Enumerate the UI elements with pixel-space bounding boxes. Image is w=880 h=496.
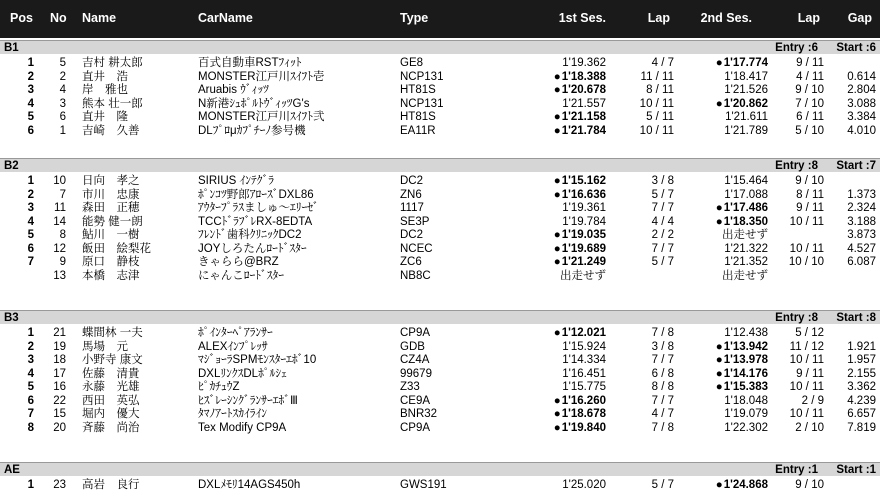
- cell-type: ZN6: [400, 188, 422, 201]
- cell-2nd-session: 1'21.322: [724, 242, 768, 255]
- cell-lap-2: 2 / 10: [795, 421, 824, 434]
- cell-lap-1: 8 / 11: [646, 84, 674, 96]
- cell-no: 7: [59, 188, 66, 201]
- cell-name: 森田 正穂: [82, 202, 140, 214]
- cell-type: CZ4A: [400, 354, 430, 366]
- cell-pos: 6: [27, 394, 34, 407]
- cell-no: 18: [53, 354, 66, 366]
- cell-lap-1: 2 / 2: [651, 229, 674, 241]
- class-entry-count: Entry :1: [775, 464, 818, 476]
- class-entry-count: Entry :6: [775, 42, 818, 54]
- cell-lap-2: 10 / 11: [789, 408, 824, 420]
- cell-2nd-session: 1'15.464: [724, 175, 768, 187]
- cell-1st-session: ● 1'19.689: [520, 242, 606, 256]
- class-start-count: Start :8: [836, 312, 876, 324]
- cell-pos: 4: [27, 215, 34, 228]
- cell-name: 直井 浩: [82, 70, 128, 83]
- cell-name: 蝶間林 一夫: [82, 327, 143, 339]
- cell-1st-session: 出走せず: [560, 269, 606, 282]
- cell-type: ZC6: [400, 256, 422, 268]
- cell-type: GDB: [400, 340, 425, 353]
- cell-no: 5: [59, 57, 66, 69]
- cell-lap-1: 10 / 11: [639, 124, 674, 137]
- cell-lap-1: 4 / 4: [651, 215, 674, 228]
- cell-lap-1: 7 / 7: [651, 202, 674, 214]
- cell-no: 20: [53, 421, 66, 434]
- cell-name: 馬場 元: [82, 340, 128, 353]
- cell-type: DC2: [400, 229, 424, 241]
- table-row: [0, 407, 880, 421]
- cell-gap: 2.155: [847, 367, 876, 380]
- cell-pos: 5: [27, 381, 34, 393]
- cell-pos: 1: [27, 57, 34, 69]
- cell-type: BNR32: [400, 408, 438, 420]
- cell-type: NCP131: [400, 70, 444, 83]
- cell-2nd-session: ● 1'18.350: [680, 215, 768, 229]
- cell-1st-session: 1'19.784: [562, 215, 606, 228]
- cell-2nd-session: 1'21.611: [725, 111, 768, 123]
- cell-name: 高岩 良行: [82, 479, 140, 491]
- cell-name: 永藤 光雄: [82, 381, 140, 393]
- cell-carname: ALEXｲﾝﾌﾟﾚｯｻ: [198, 340, 268, 353]
- cell-no: 13: [53, 269, 66, 282]
- cell-no: 16: [53, 381, 66, 393]
- cell-gap: 2.324: [847, 202, 876, 214]
- cell-lap-1: 3 / 8: [651, 175, 674, 187]
- cell-type: HT81S: [400, 111, 436, 123]
- cell-no: 21: [53, 327, 66, 339]
- cell-lap-2: 11 / 12: [789, 340, 824, 353]
- cell-lap-1: 7 / 8: [651, 327, 674, 339]
- cell-2nd-session: 1'17.088: [724, 188, 768, 201]
- cell-carname: ﾏｼﾞｮｰﾗSPMﾓﾝｽﾀｰｴﾎﾞ10: [198, 354, 317, 366]
- class-entry-count: Entry :8: [775, 312, 818, 324]
- cell-1st-session: 1'16.451: [562, 367, 606, 380]
- cell-pos: 2: [27, 188, 34, 201]
- table-row: [0, 421, 880, 435]
- cell-type: NCEC: [400, 242, 433, 255]
- cell-carname: TCCﾄﾞﾗﾌﾞﾚRX-8EDTA: [198, 215, 313, 228]
- cell-no: 3: [59, 97, 66, 110]
- cell-1st-session: ● 1'12.021: [520, 326, 606, 340]
- cell-pos: 5: [27, 111, 34, 123]
- cell-no: 17: [53, 367, 66, 380]
- table-row: [0, 124, 880, 138]
- cell-carname: ｱｳﾀｰﾌﾟﾗｽましゅ～ｴﾘｰｾﾞ: [198, 202, 319, 214]
- cell-carname: ﾎﾟｲﾝﾀｰﾍﾟｱﾗﾝｻｰ: [198, 327, 273, 339]
- table-row: [0, 478, 880, 492]
- header-2nd-session: 2nd Ses.: [700, 11, 752, 25]
- cell-1st-session: ● 1'16.260: [520, 394, 606, 408]
- cell-lap-2: 9 / 10: [795, 479, 824, 491]
- cell-lap-1: 5 / 11: [646, 111, 674, 123]
- cell-type: CP9A: [400, 421, 431, 434]
- cell-2nd-session: 出走せず: [722, 269, 768, 282]
- cell-2nd-session: ● 1'15.383: [680, 380, 768, 394]
- table-row: [0, 340, 880, 354]
- cell-name: 直井 隆: [82, 111, 128, 123]
- cell-carname: ﾌﾚﾝﾄﾞ歯科ｸﾘﾆｯｸDC2: [198, 229, 302, 241]
- cell-gap: 1.373: [847, 188, 876, 201]
- cell-carname: ﾀﾏﾉｱｰﾄｽｶｲﾗｲﾝ: [198, 408, 267, 420]
- cell-lap-2: 10 / 10: [788, 256, 824, 268]
- cell-pos: 6: [27, 242, 34, 255]
- cell-1st-session: 1'15.924: [562, 340, 606, 353]
- cell-lap-1: 11 / 11: [640, 70, 674, 83]
- cell-lap-1: 4 / 7: [651, 57, 674, 69]
- cell-lap-2: 9 / 10: [795, 175, 824, 187]
- cell-pos: 7: [27, 408, 34, 420]
- cell-gap: 3.188: [847, 215, 876, 228]
- cell-gap: 4.010: [847, 124, 876, 137]
- cell-lap-2: 10 / 11: [789, 381, 824, 393]
- cell-carname: DLﾌﾟﾛμｶﾌﾟﾁｰﾉ参号機: [198, 124, 306, 137]
- class-start-count: Start :7: [836, 160, 876, 172]
- cell-2nd-session: ● 1'17.486: [680, 201, 768, 215]
- table-row: [0, 269, 880, 283]
- cell-type: CP9A: [400, 327, 431, 339]
- cell-pos: 7: [27, 256, 34, 268]
- cell-pos: 2: [27, 70, 34, 83]
- cell-type: GE8: [400, 57, 424, 69]
- cell-carname: 百式自動車RSTﾌｨｯﾄ: [198, 57, 302, 69]
- cell-pos: 4: [27, 367, 34, 380]
- cell-type: 99679: [400, 367, 432, 380]
- header-carname: CarName: [198, 11, 253, 25]
- header-lap-2: Lap: [797, 11, 820, 25]
- cell-pos: 3: [27, 84, 34, 96]
- cell-lap-2: 9 / 10: [795, 84, 824, 96]
- class-header-row: [0, 462, 880, 476]
- cell-gap: 3.088: [847, 97, 876, 110]
- cell-carname: きゃらら@BRZ: [198, 256, 279, 268]
- cell-carname: Tex Modify CP9A: [198, 421, 287, 434]
- cell-lap-1: 4 / 7: [651, 408, 674, 420]
- class-start-count: Start :6: [836, 42, 876, 54]
- class-header-row: [0, 310, 880, 324]
- cell-1st-session: ● 1'19.840: [520, 421, 606, 435]
- cell-lap-2: 4 / 11: [796, 70, 824, 83]
- cell-1st-session: ● 1'18.388: [520, 70, 606, 84]
- cell-carname: SIRIUS ｲﾝﾃｸﾞﾗ: [198, 175, 275, 187]
- cell-carname: ﾋｽﾞﾚｰｼﾝｸﾞﾗﾝｻｰｴﾎﾞⅢ: [198, 394, 298, 407]
- cell-lap-1: 6 / 8: [651, 367, 674, 380]
- cell-1st-session: ● 1'21.784: [520, 124, 606, 138]
- cell-2nd-session: ● 1'13.942: [680, 340, 768, 354]
- cell-gap: 3.873: [847, 229, 876, 241]
- table-row: [0, 228, 880, 242]
- header-pos: Pos: [10, 11, 33, 25]
- cell-1st-session: 1'21.557: [562, 97, 606, 110]
- cell-carname: MONSTER江戸川ｽｲﾌﾄ壱: [198, 70, 325, 83]
- cell-type: NB8C: [400, 269, 431, 282]
- cell-1st-session: ● 1'19.035: [520, 228, 606, 242]
- table-row: [0, 215, 880, 229]
- cell-name: 岸 雅也: [82, 84, 128, 96]
- cell-lap-2: 9 / 11: [796, 367, 824, 380]
- cell-name: 原口 静枝: [82, 256, 140, 268]
- cell-lap-1: 7 / 7: [651, 394, 674, 407]
- cell-2nd-session: 1'22.302: [724, 421, 768, 434]
- cell-pos: 1: [27, 479, 34, 491]
- header-type: Type: [400, 11, 429, 25]
- cell-2nd-session: 1'19.079: [724, 408, 768, 420]
- cell-1st-session: ● 1'21.158: [520, 110, 606, 124]
- header-no: No: [50, 11, 67, 25]
- cell-pos: 4: [27, 97, 34, 110]
- cell-lap-1: 8 / 8: [651, 381, 674, 393]
- header-lap-1: Lap: [647, 11, 670, 25]
- cell-gap: 1.957: [847, 354, 876, 366]
- class-start-count: Start :1: [836, 464, 876, 476]
- cell-2nd-session: 1'21.789: [724, 124, 768, 137]
- cell-2nd-session: 1'21.526: [724, 84, 768, 96]
- cell-name: 飯田 絵梨花: [82, 242, 151, 255]
- cell-no: 10: [53, 175, 66, 187]
- cell-no: 8: [59, 229, 66, 241]
- cell-type: GWS191: [400, 479, 447, 491]
- cell-lap-1: 5 / 7: [651, 188, 674, 201]
- cell-lap-2: 6 / 11: [796, 111, 824, 123]
- cell-name: 堀内 優大: [82, 408, 140, 420]
- table-row: [0, 367, 880, 381]
- cell-1st-session: ● 1'20.678: [520, 83, 606, 97]
- table-row: [0, 110, 880, 124]
- cell-no: 11: [54, 202, 66, 214]
- cell-lap-2: 8 / 11: [796, 188, 824, 201]
- cell-name: 西田 英弘: [82, 394, 140, 407]
- cell-lap-2: 10 / 11: [789, 242, 824, 255]
- cell-lap-2: 9 / 11: [796, 57, 824, 69]
- cell-gap: 2.804: [847, 84, 876, 96]
- cell-carname: ﾋﾟｶﾁｭｳZ: [198, 381, 240, 393]
- cell-gap: 0.614: [847, 70, 876, 83]
- cell-gap: 3.362: [847, 381, 876, 393]
- cell-gap: 6.657: [847, 408, 876, 420]
- cell-name: 熊本 壮一郎: [82, 97, 143, 110]
- cell-carname: DXLﾘﾝｸｽDLﾎﾟﾙｼｪ: [198, 367, 287, 380]
- cell-lap-1: 7 / 8: [651, 421, 674, 434]
- cell-name: 市川 忠康: [82, 188, 140, 201]
- cell-no: 23: [53, 479, 66, 491]
- cell-gap: 4.239: [847, 394, 876, 407]
- class-name: B2: [4, 160, 19, 172]
- cell-carname: にゃんこﾛｰﾄﾞｽﾀｰ: [198, 269, 285, 282]
- cell-carname: Aruabis ｳﾞｨｯﾂ: [198, 84, 269, 96]
- cell-lap-1: 5 / 7: [651, 256, 674, 268]
- cell-type: CE9A: [400, 394, 431, 407]
- cell-no: 15: [53, 408, 66, 420]
- cell-gap: 1.921: [847, 340, 876, 353]
- header-gap: Gap: [847, 11, 872, 25]
- class-entry-count: Entry :8: [775, 160, 818, 172]
- cell-lap-2: 5 / 10: [795, 124, 824, 137]
- cell-1st-session: 1'14.334: [562, 354, 606, 366]
- cell-type: 1117: [400, 202, 424, 214]
- class-header-row: [0, 40, 880, 54]
- cell-pos: 5: [27, 229, 34, 241]
- cell-name: 佐藤 清貴: [82, 367, 140, 380]
- cell-lap-1: 7 / 7: [651, 242, 674, 255]
- table-row: [0, 83, 880, 97]
- cell-lap-1: 3 / 8: [651, 340, 674, 353]
- cell-gap: 3.384: [847, 111, 876, 123]
- cell-type: Z33: [400, 381, 420, 393]
- results-header: [0, 0, 880, 38]
- cell-lap-2: 7 / 10: [795, 97, 824, 110]
- table-row: [0, 394, 880, 408]
- cell-gap: 6.087: [847, 256, 876, 268]
- cell-pos: 8: [27, 421, 34, 434]
- cell-2nd-session: 1'21.352: [724, 256, 768, 268]
- cell-1st-session: 1'19.361: [562, 202, 606, 214]
- cell-type: EA11R: [400, 124, 436, 137]
- cell-lap-2: 10 / 11: [789, 354, 824, 366]
- cell-pos: 3: [27, 354, 34, 366]
- cell-type: SE3P: [400, 215, 430, 228]
- table-row: [0, 242, 880, 256]
- cell-pos: 1: [27, 175, 34, 187]
- cell-type: DC2: [400, 175, 424, 187]
- cell-no: 1: [59, 124, 66, 137]
- cell-carname: MONSTER江戸川ｽｲﾌﾄ弐: [198, 111, 325, 123]
- cell-type: HT81S: [400, 84, 436, 96]
- cell-2nd-session: ● 1'24.868: [680, 478, 768, 492]
- table-row: [0, 201, 880, 215]
- cell-no: 14: [53, 215, 66, 228]
- class-name: B3: [4, 312, 19, 324]
- cell-no: 4: [59, 84, 66, 96]
- cell-2nd-session: 1'18.048: [724, 394, 768, 407]
- cell-lap-2: 5 / 12: [795, 327, 824, 339]
- cell-lap-1: 5 / 7: [651, 479, 674, 491]
- cell-no: 12: [53, 242, 66, 255]
- cell-name: 鮎川 一樹: [82, 229, 140, 241]
- cell-no: 22: [53, 394, 66, 407]
- cell-pos: 1: [27, 327, 34, 339]
- cell-no: 9: [59, 256, 66, 268]
- cell-lap-2: 2 / 9: [801, 394, 824, 407]
- cell-type: NCP131: [400, 97, 444, 110]
- cell-1st-session: 1'19.362: [562, 57, 606, 69]
- cell-2nd-session: 1'12.438: [724, 327, 768, 339]
- cell-1st-session: ● 1'15.162: [520, 174, 606, 188]
- cell-name: 小野寺 康文: [82, 354, 143, 366]
- cell-carname: N新港ｼｭﾎﾟﾙﾄｳﾞｨｯﾂG's: [198, 97, 310, 110]
- cell-carname: ﾎﾟﾝｺﾂ野郎ｱﾛｰｽﾞDXL86: [198, 188, 314, 201]
- cell-name: 吉崎 久善: [82, 124, 140, 137]
- table-row: [0, 174, 880, 188]
- cell-lap-2: 9 / 11: [796, 202, 824, 214]
- table-row: [0, 326, 880, 340]
- header-name: Name: [82, 11, 117, 25]
- cell-lap-1: 10 / 11: [639, 97, 674, 110]
- class-header-row: [0, 158, 880, 172]
- cell-name: 斉藤 尚治: [82, 421, 140, 434]
- table-row: [0, 97, 880, 111]
- cell-carname: JOYしろたんﾛｰﾄﾞｽﾀｰ: [198, 242, 307, 255]
- cell-lap-1: 7 / 7: [651, 354, 674, 366]
- table-row: [0, 56, 880, 70]
- cell-lap-2: 10 / 11: [789, 215, 824, 228]
- cell-no: 19: [53, 340, 66, 353]
- cell-name: 日向 孝之: [82, 175, 140, 187]
- cell-1st-session: ● 1'16.636: [520, 188, 606, 202]
- cell-1st-session: ● 1'21.249: [520, 255, 606, 269]
- cell-name: 能勢 健一朗: [82, 215, 143, 228]
- table-row: [0, 188, 880, 202]
- cell-2nd-session: 出走せず: [722, 229, 768, 241]
- class-name: B1: [4, 42, 19, 54]
- cell-pos: 3: [27, 202, 34, 214]
- cell-1st-session: 1'25.020: [562, 479, 606, 491]
- cell-2nd-session: ● 1'14.176: [680, 367, 768, 381]
- cell-2nd-session: ● 1'13.978: [680, 353, 768, 367]
- cell-2nd-session: ● 1'17.774: [680, 56, 768, 70]
- header-1st-session: 1st Ses.: [558, 11, 606, 25]
- cell-2nd-session: ● 1'20.862: [680, 97, 768, 111]
- cell-name: 本橋 志津: [82, 269, 140, 282]
- cell-no: 6: [59, 111, 66, 123]
- cell-pos: 2: [27, 340, 34, 353]
- cell-1st-session: ● 1'18.678: [520, 407, 606, 421]
- class-name: AE: [4, 464, 20, 476]
- cell-pos: 6: [27, 124, 34, 137]
- cell-no: 2: [59, 70, 66, 83]
- cell-2nd-session: 1'18.417: [724, 70, 768, 83]
- cell-gap: 7.819: [847, 421, 876, 434]
- cell-name: 吉村 耕太郎: [82, 57, 143, 69]
- cell-1st-session: 1'15.775: [562, 381, 606, 393]
- table-row: [0, 380, 880, 394]
- table-row: [0, 353, 880, 367]
- cell-carname: DXLﾒﾓﾘ14AGS450h: [198, 479, 301, 491]
- table-row: [0, 255, 880, 269]
- cell-gap: 4.527: [847, 242, 876, 255]
- table-row: [0, 70, 880, 84]
